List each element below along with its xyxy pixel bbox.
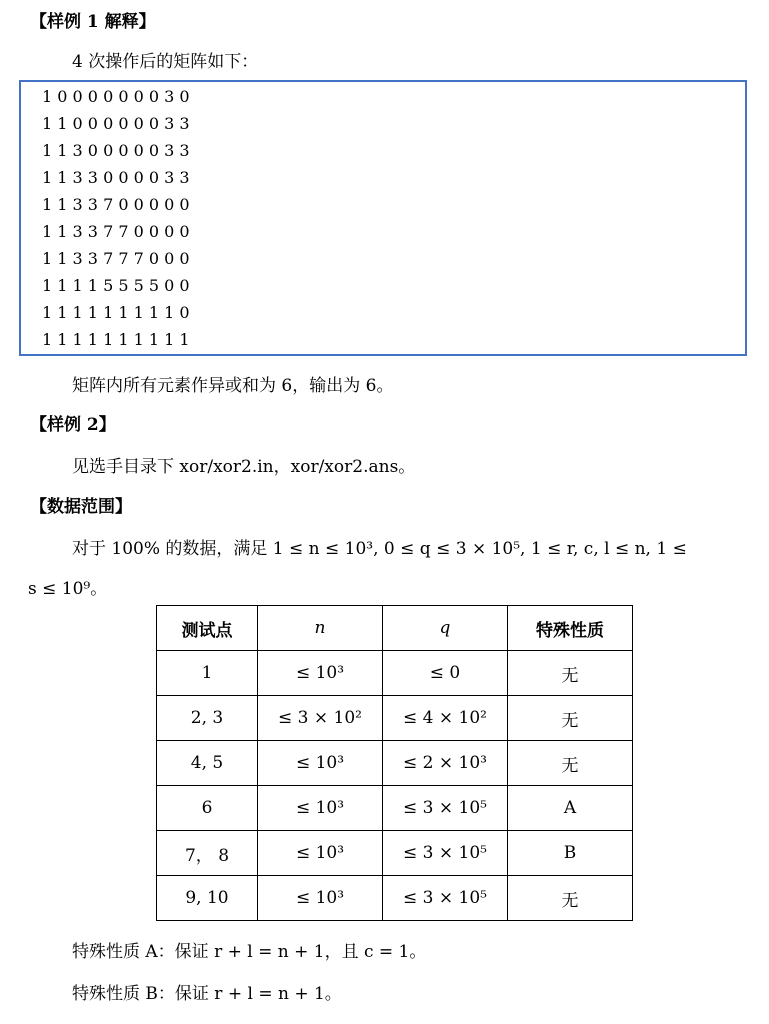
cell-special: 无	[508, 741, 633, 786]
cell-n: ≤ 10³	[258, 741, 383, 786]
cell-special: B	[508, 831, 633, 876]
cell-special: 无	[508, 651, 633, 696]
cell-special: 无	[508, 696, 633, 741]
special-property-a: 特殊性质 A：保证 r + l = n + 1，且 c = 1。	[72, 942, 427, 962]
matrix-box	[19, 80, 747, 356]
sample1-conclusion: 矩阵内所有元素作异或和为 6，输出为 6。	[72, 376, 394, 396]
cell-test-point: 6	[157, 786, 258, 831]
cell-test-point: 4, 5	[157, 741, 258, 786]
table-row	[157, 831, 633, 876]
matrix-row: 1 1 0 0 0 0 0 0 3 3	[42, 114, 190, 133]
table-row	[157, 651, 633, 696]
cell-n: ≤ 10³	[258, 876, 383, 921]
matrix-row: 1 1 1 1 5 5 5 5 0 0	[42, 276, 190, 295]
special-property-b: 特殊性质 B：保证 r + l = n + 1。	[72, 984, 342, 1004]
table-row	[157, 741, 633, 786]
data-range-line1: 对于 100% 的数据，满足 1 ≤ n ≤ 10³, 0 ≤ q ≤ 3 × 10⁵, 1 ≤ r, c, l ≤ n, 1 ≤	[72, 539, 687, 559]
matrix-row: 1 1 1 1 1 1 1 1 1 1	[42, 330, 190, 349]
cell-test-point: 9, 10	[157, 876, 258, 921]
table-row	[157, 786, 633, 831]
cell-q: ≤ 2 × 10³	[383, 741, 508, 786]
data-range-line2: s ≤ 10⁹。	[28, 579, 108, 599]
cell-special: 无	[508, 876, 633, 921]
header-q: q	[383, 606, 508, 651]
cell-test-point: 2, 3	[157, 696, 258, 741]
table-header-row	[157, 606, 633, 651]
matrix-row: 1 1 1 1 1 1 1 1 1 0	[42, 303, 190, 322]
cell-special: A	[508, 786, 633, 831]
cell-q: ≤ 3 × 10⁵	[383, 876, 508, 921]
sample2-text: 见选手目录下 xor/xor2.in，xor/xor2.ans。	[72, 457, 416, 477]
matrix-row: 1 1 3 3 0 0 0 0 3 3	[42, 168, 190, 187]
matrix-row: 1 1 3 0 0 0 0 0 3 3	[42, 141, 190, 160]
cell-q: ≤ 4 × 10²	[383, 696, 508, 741]
cell-n: ≤ 10³	[258, 831, 383, 876]
matrix-row: 1 0 0 0 0 0 0 0 3 0	[42, 87, 190, 106]
sample2-heading: 【样例 2】	[30, 415, 116, 435]
test-point-table	[156, 605, 633, 921]
cell-test-point: 7， 8	[157, 831, 258, 876]
sample1-heading: 【样例 1 解释】	[30, 12, 156, 32]
cell-q: ≤ 0	[383, 651, 508, 696]
cell-n: ≤ 10³	[258, 651, 383, 696]
table-row	[157, 696, 633, 741]
cell-n: ≤ 10³	[258, 786, 383, 831]
data-range-heading: 【数据范围】	[30, 497, 132, 517]
matrix-row: 1 1 3 3 7 0 0 0 0 0	[42, 195, 190, 214]
sample1-intro: 4 次操作后的矩阵如下：	[72, 52, 259, 72]
cell-q: ≤ 3 × 10⁵	[383, 786, 508, 831]
cell-test-point: 1	[157, 651, 258, 696]
header-n: n	[258, 606, 383, 651]
table-row	[157, 876, 633, 921]
header-test-point: 测试点	[157, 606, 258, 651]
matrix-row: 1 1 3 3 7 7 7 0 0 0	[42, 249, 190, 268]
matrix-row: 1 1 3 3 7 7 0 0 0 0	[42, 222, 190, 241]
header-special-property: 特殊性质	[508, 606, 633, 651]
cell-n: ≤ 3 × 10²	[258, 696, 383, 741]
cell-q: ≤ 3 × 10⁵	[383, 831, 508, 876]
